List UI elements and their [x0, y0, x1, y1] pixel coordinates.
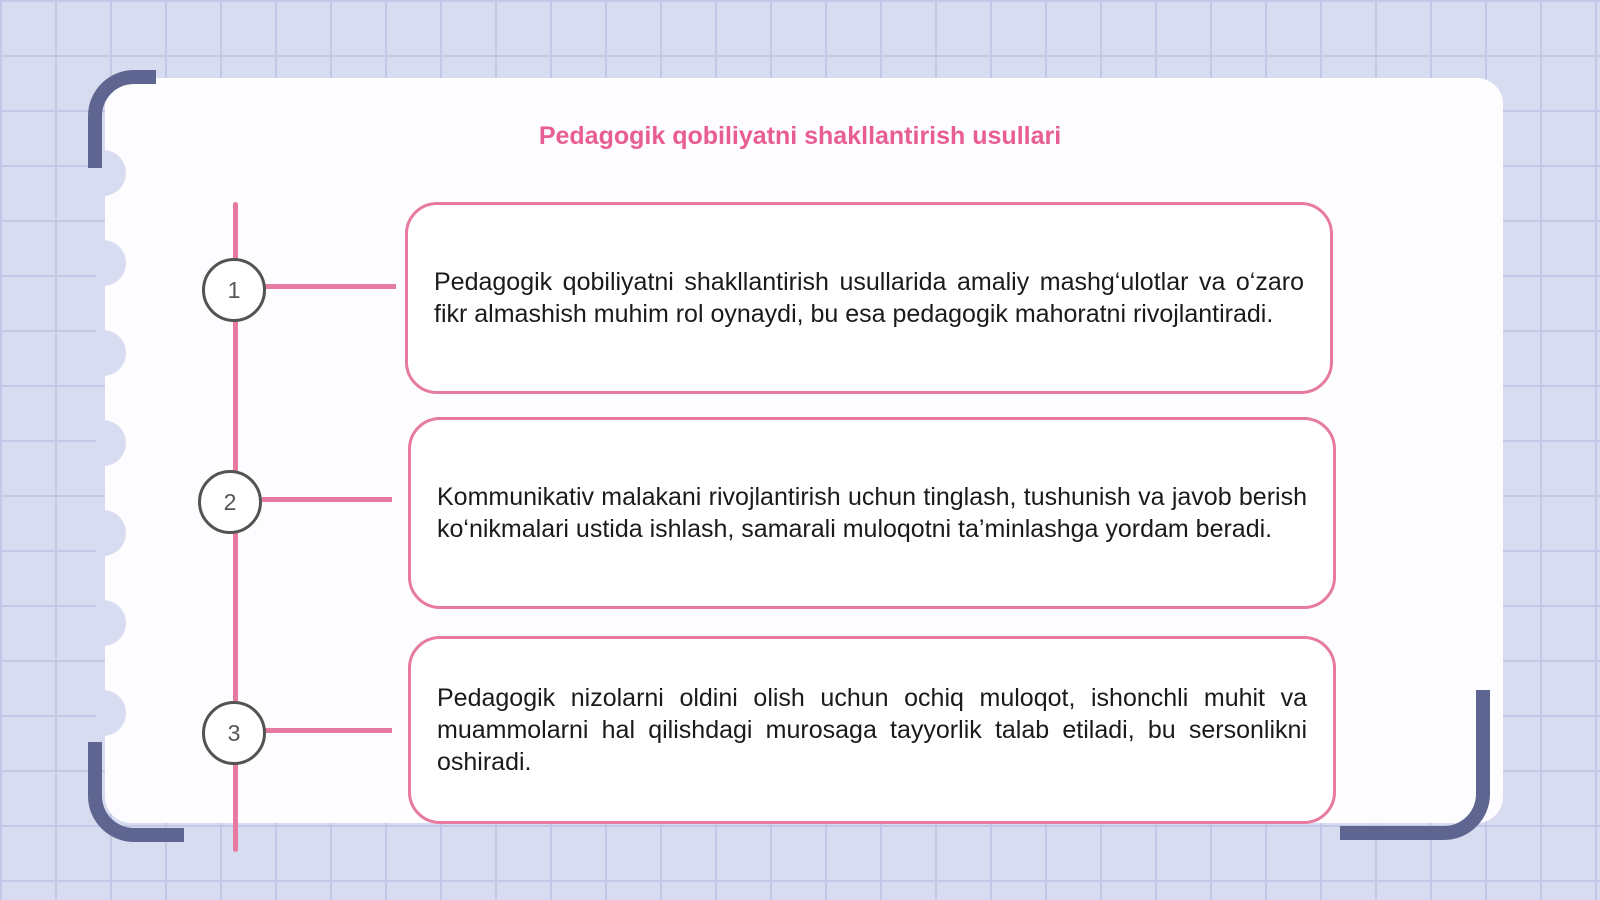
step-number-badge: 1 — [202, 258, 266, 322]
timeline-connector — [264, 284, 396, 289]
step-card-text: Kommunikativ malakani rivojlantirish uchun tinglash, tushunish va javob berish ko‘nikmalari ustida ishlash, samarali muloqotni ta’minlashga yordam beradi. — [437, 483, 1307, 543]
step-card-text: Pedagogik qobiliyatni shakllantirish usullarida amaliy mashg‘ulotlar va o‘zaro fikr almashish muhim rol oynaydi, bu esa pedagogik mahoratni rivojlantiradi. — [434, 268, 1304, 328]
step-card — [408, 417, 1336, 609]
step-number-badge: 2 — [198, 470, 262, 534]
step-number-badge: 3 — [202, 701, 266, 765]
step-card — [408, 636, 1336, 824]
timeline-connector — [262, 497, 392, 502]
frame-corner-top-left — [88, 70, 156, 168]
slide-title: Pedagogik qobiliyatni shakllantirish usullari — [538, 122, 1062, 150]
step-card-text: Pedagogik nizolarni oldini olish uchun ochiq muloqot, ishonchli muhit va muammolarni hal qilishdagi murosaga tayyorlik talab etiladi, bu sersonlikni oshiradi. — [437, 684, 1307, 776]
frame-corner-bottom-right — [1340, 690, 1490, 840]
step-card — [405, 202, 1333, 394]
timeline-connector — [264, 728, 392, 733]
frame-corner-bottom-left — [88, 742, 184, 842]
